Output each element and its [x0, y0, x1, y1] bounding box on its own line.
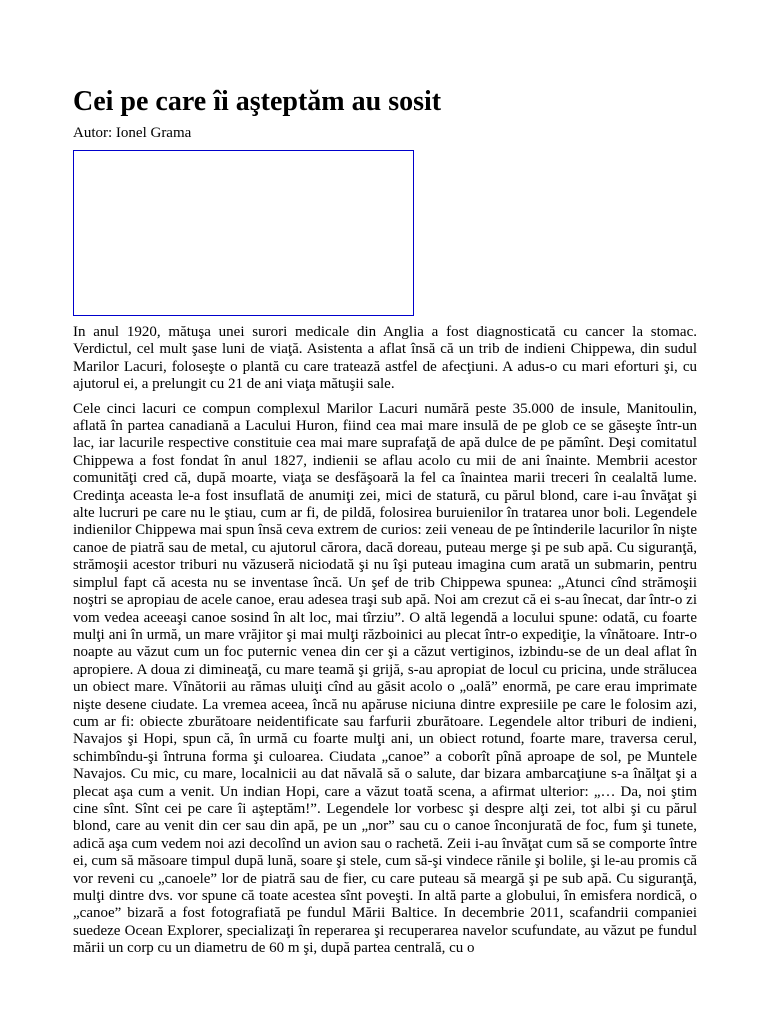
article-author: Autor: Ionel Grama — [73, 125, 192, 141]
article-title: Cei pe care îi aşteptăm au sosit — [73, 86, 442, 117]
image-placeholder — [73, 150, 414, 316]
article-paragraph: Cele cinci lacuri ce compun complexul Marilor Lacuri numără peste 35.000 de insule, Manitoulin, aflată în partea canadiană a Lacului Huron, fiind cea mai mare insulă de pe glob ce se găseşte într-un lac, iar lacurile respective constituie cea mai mare suprafaţă de apă dulce de pe pămînt. Deşi comitatul Chippewa a fost fondat în anul 1827, indienii se aflau acolo cu mii de ani înainte. Membrii acestor comunităţi cred că, după moarte, viaţa se desfăşoară la fel ca înaintea marii treceri în cealaltă lume. Credinţa aceasta le-a fost insuflată de anumiţi zei, mici de statură, cu părul blond, care i-au învăţat şi alte lucruri pe care nu le ştiau, cum ar fi, de pildă, folosirea buruienilor în tratarea unor boli. Legendele indienilor Chippewa mai spun însă ceva extrem de curios: zeii veneau de pe întinderile lacurilor în nişte canoe de piatră sau de metal, cu ajutorul cărora, dacă doreau, puteau merge şi pe sub apă. Cu siguranţă, strămoşii acestor triburi nu văzuseră niciodată şi nu îşi puteau imagina cum arată un submarin, pentru simplul fapt că acesta nu se inventase încă. Un şef de trib Chippewa spunea: „Atunci cînd strămoşii noştri se apropiau de acele canoe, erau adesea traşi sub apă. Noi am crezut că ei s-au înecat, dar într-o zi vom vedea aceeaşi canoe sosind în alt loc, mai tîrziu”. O altă legendă a locului spune: odată, cu foarte mulţi ani în urmă, un mare vrăjitor şi mai mulţi războinici au plecat într-o expediţie, la vînătoare. Intr-o noapte au văzut cum un foc puternic venea din cer şi a căzut vertiginos, izbindu-se de un deal aflat în apropiere. A doua zi dimineaţă, cu mare teamă şi grijă, s-au apropiat de locul cu pricina, unde strălucea un obiect mare. Vînătorii au rămas uluiţi cînd au găsit acolo o „oală” enormă, pe care erau imprimate nişte desene ciudate. La vremea aceea, încă nu apăruse niciuna dintre expresiile pe care le folosim azi, cum ar fi: obiecte zburătoare neidentificate sau farfurii zburătoare. Legendele altor triburi de indieni, Navajos şi Hopi, spun că, în urmă cu foarte mulţi ani, un obiect rotund, foarte mare, traversa cerul, schimbîndu-şi întruna forma şi culoarea. Ciudata „canoe” a coborît pînă aproape de sol, pe Muntele Navajos. Cu mic, cu mare, localnicii au dat năvală să o salute, dar bizara ambarcaţiune s-a înălţat şi a plecat aşa cum a venit. Un indian Hopi, care a văzut toată scena, a afirmat ulterior: „… Da, noi ştim cine sînt. Sînt cei pe care îi aşteptăm!”. Legendele lor vorbesc şi despre alţi zei, tot albi şi cu părul blond, care au venit din cer sau din apă, pe un „nor” sau cu o canoe înconjurată de foc, fum şi tunete, adică aşa cum vedem noi azi decolînd un avion sau o rachetă. Zeii i-au învăţat cum să se comporte între ei, cum să măsoare timpul după lună, soare şi stele, cum să-şi vindece rănile şi bolile, şi le-au promis că vor reveni cu „canoele” lor de piatră sau de fier, cu care puteau să meargă şi pe sub apă. Cu siguranţă, mulţi dintre dvs. vor spune că toate acestea sînt poveşti. In altă parte a globului, în emisfera nordică, o „canoe” bizară a fost fotografiată pe fundul Mării Baltice. In decembrie 2011, scafandrii companiei suedeze Ocean Explorer, specializaţi în reperarea şi recuperarea navelor scufundate, au văzut pe fundul mării un corp cu un diametru de 60 m şi, după partea centrală, cu o — [73, 400, 697, 957]
article — [73, 86, 697, 958]
article-paragraph: In anul 1920, mătuşa unei surori medicale din Anglia a fost diagnosticată cu cancer la stomac. Verdictul, cel mult şase luni de viaţă. Asistenta a aflat însă că un trib de indieni Chippewa, din sudul Marilor Lacuri, foloseşte o plantă cu care tratează astfel de afecţiuni. A adus-o cu mari eforturi şi, cu ajutorul ei, a prelungit cu 21 de ani viaţa mătuşii sale. — [73, 324, 697, 393]
